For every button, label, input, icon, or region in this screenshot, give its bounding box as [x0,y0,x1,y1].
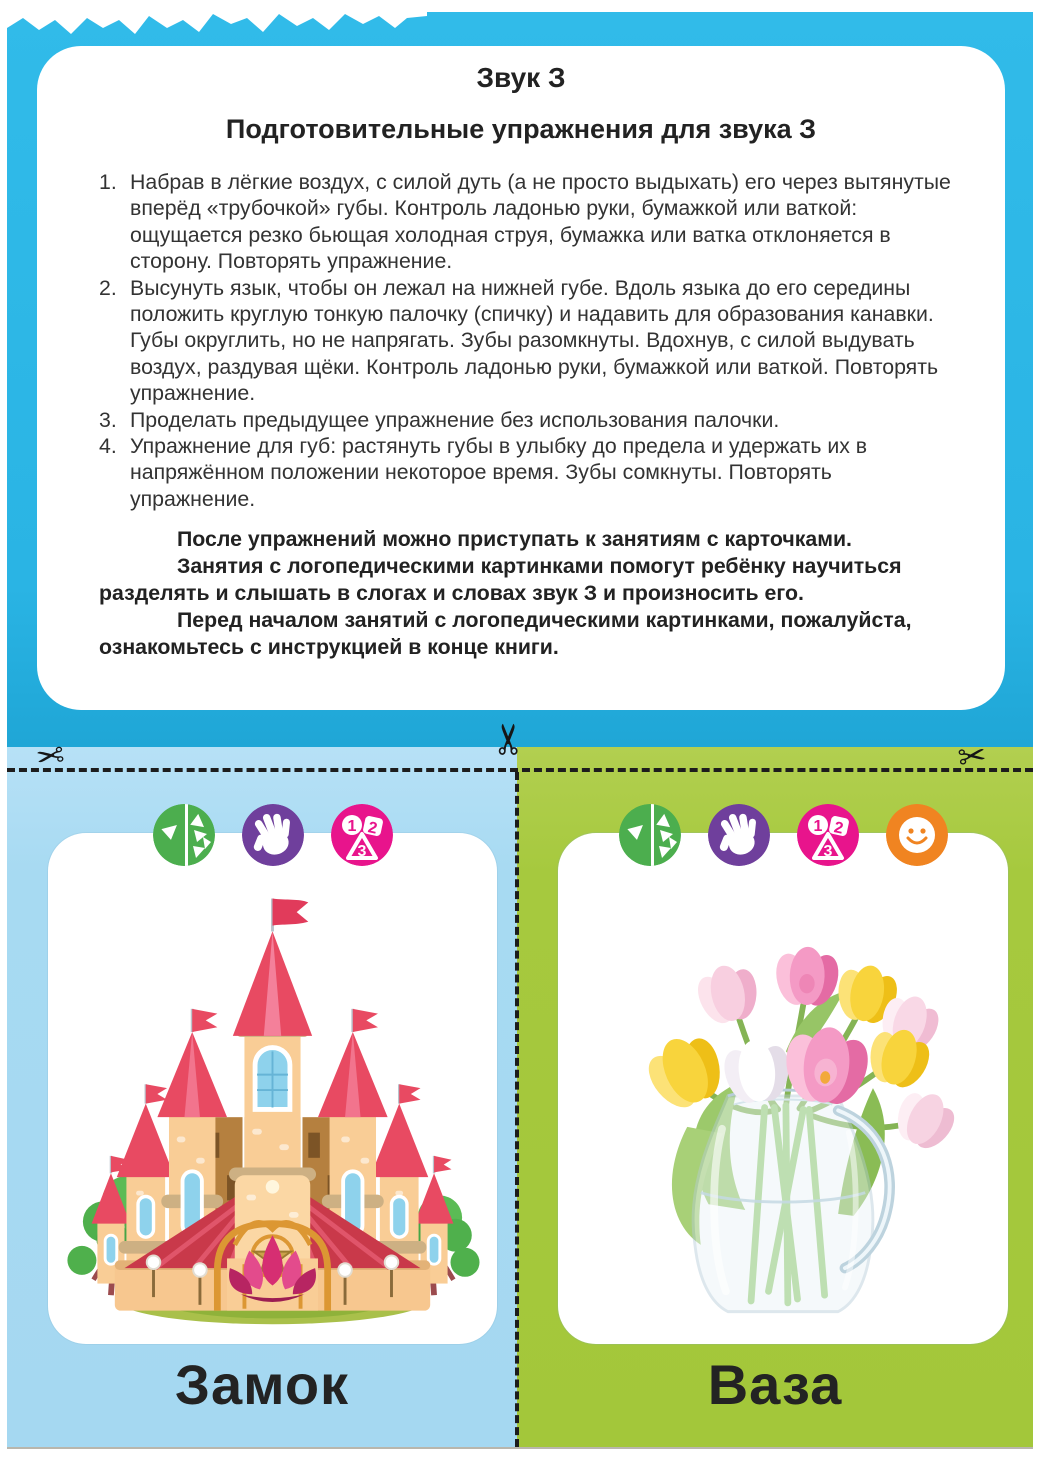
exercise-text: Проделать предыдущее упражнение без использования палочки. [130,407,780,432]
exercise-text: Высунуть язык, чтобы он лежал на нижней губе. Вдоль языка до его середины положить круглую тонкую палочку (спичку) и надавить для образования канавки. Губы округлить, но не напрягать. Зубы разомкнуты. Вдохнув, с силой выдувать воздух, раздувая щёки. Контроль ладонью руки, бумажкой или ваткой. Повторять упражнение. [130,275,939,406]
svg-text:1: 1 [813,818,822,835]
exercise-number: 2. [99,275,117,300]
svg-text:2: 2 [365,819,379,838]
svg-text:3: 3 [357,843,366,860]
exercise-text: Упражнение для губ: растянуть губы в улыбку до предела и удержать их в напряжённом положении некоторое время. Зубы сомкнуты. Повторять упражнение. [130,434,868,511]
hand-icon [242,804,304,866]
left-card-icon-row [48,804,497,866]
exercise-item [99,433,959,512]
exercise-item [99,275,959,407]
exercise-list [99,169,959,512]
page-title: Звук З [476,62,566,93]
vase-card [558,833,1008,1344]
vertical-cut-line [515,772,519,1447]
svg-text:3: 3 [823,843,832,860]
page-edge-tear [7,8,427,38]
castle-illustration [48,885,497,1330]
exercise-item [99,407,959,433]
syllable-split-icon [153,804,215,866]
castle-card [48,833,497,1344]
exercise-number: 3. [99,407,117,432]
horizontal-cut-line [7,768,1033,772]
exercise-number: 1. [99,170,117,194]
numbers-123-icon [797,804,859,866]
tulip-pale-pink [688,959,768,1032]
notes-block [99,526,959,661]
scissors-icon: ✂ [33,735,68,779]
tulip-pale-pink [882,1081,966,1161]
exercise-number: 4. [99,434,117,459]
svg-text:2: 2 [831,819,845,838]
exercise-item [99,169,959,275]
numbers-123-icon [331,804,393,866]
vase-card-label: Ваза [707,1353,843,1416]
exercise-text: Набрав в лёгкие воздух, с силой дуть (а не просто выдыхать) его через вытянутые вперёд «трубочкой» губы. Контроль ладонью руки, бумажкой или ваткой: ощущается резко бьющая холодная струя, бумажка или ватка отклоняется в сторону. Повторять упражнение. [130,170,951,274]
central-tower [229,899,316,1276]
right-card-icon-row [558,804,1008,866]
scissors-icon: ✂ [955,735,990,779]
instruction-card [37,46,1005,710]
page-subtitle: Подготовительные упражнения для звука З [225,114,817,144]
castle-card-label: Замок [174,1353,350,1416]
hand-icon [708,804,770,866]
vase-with-tulips-illustration [558,885,1008,1330]
smiley-icon [886,804,948,866]
scissors-icon: ✂ [484,721,534,757]
svg-text:1: 1 [347,818,356,835]
note-paragraph: Занятия с логопедическими картинками помогут ребёнку научиться разделять и слышать в слогах и словах звук З и произносить его. [99,554,902,606]
note-paragraph: После упражнений можно приступать к занятиям с карточками. [177,527,852,552]
syllable-split-icon [619,804,681,866]
note-paragraph: Перед началом занятий с логопедическими картинками, пожалуйста, ознакомьтесь с инструкцией в конце книги. [99,608,912,660]
